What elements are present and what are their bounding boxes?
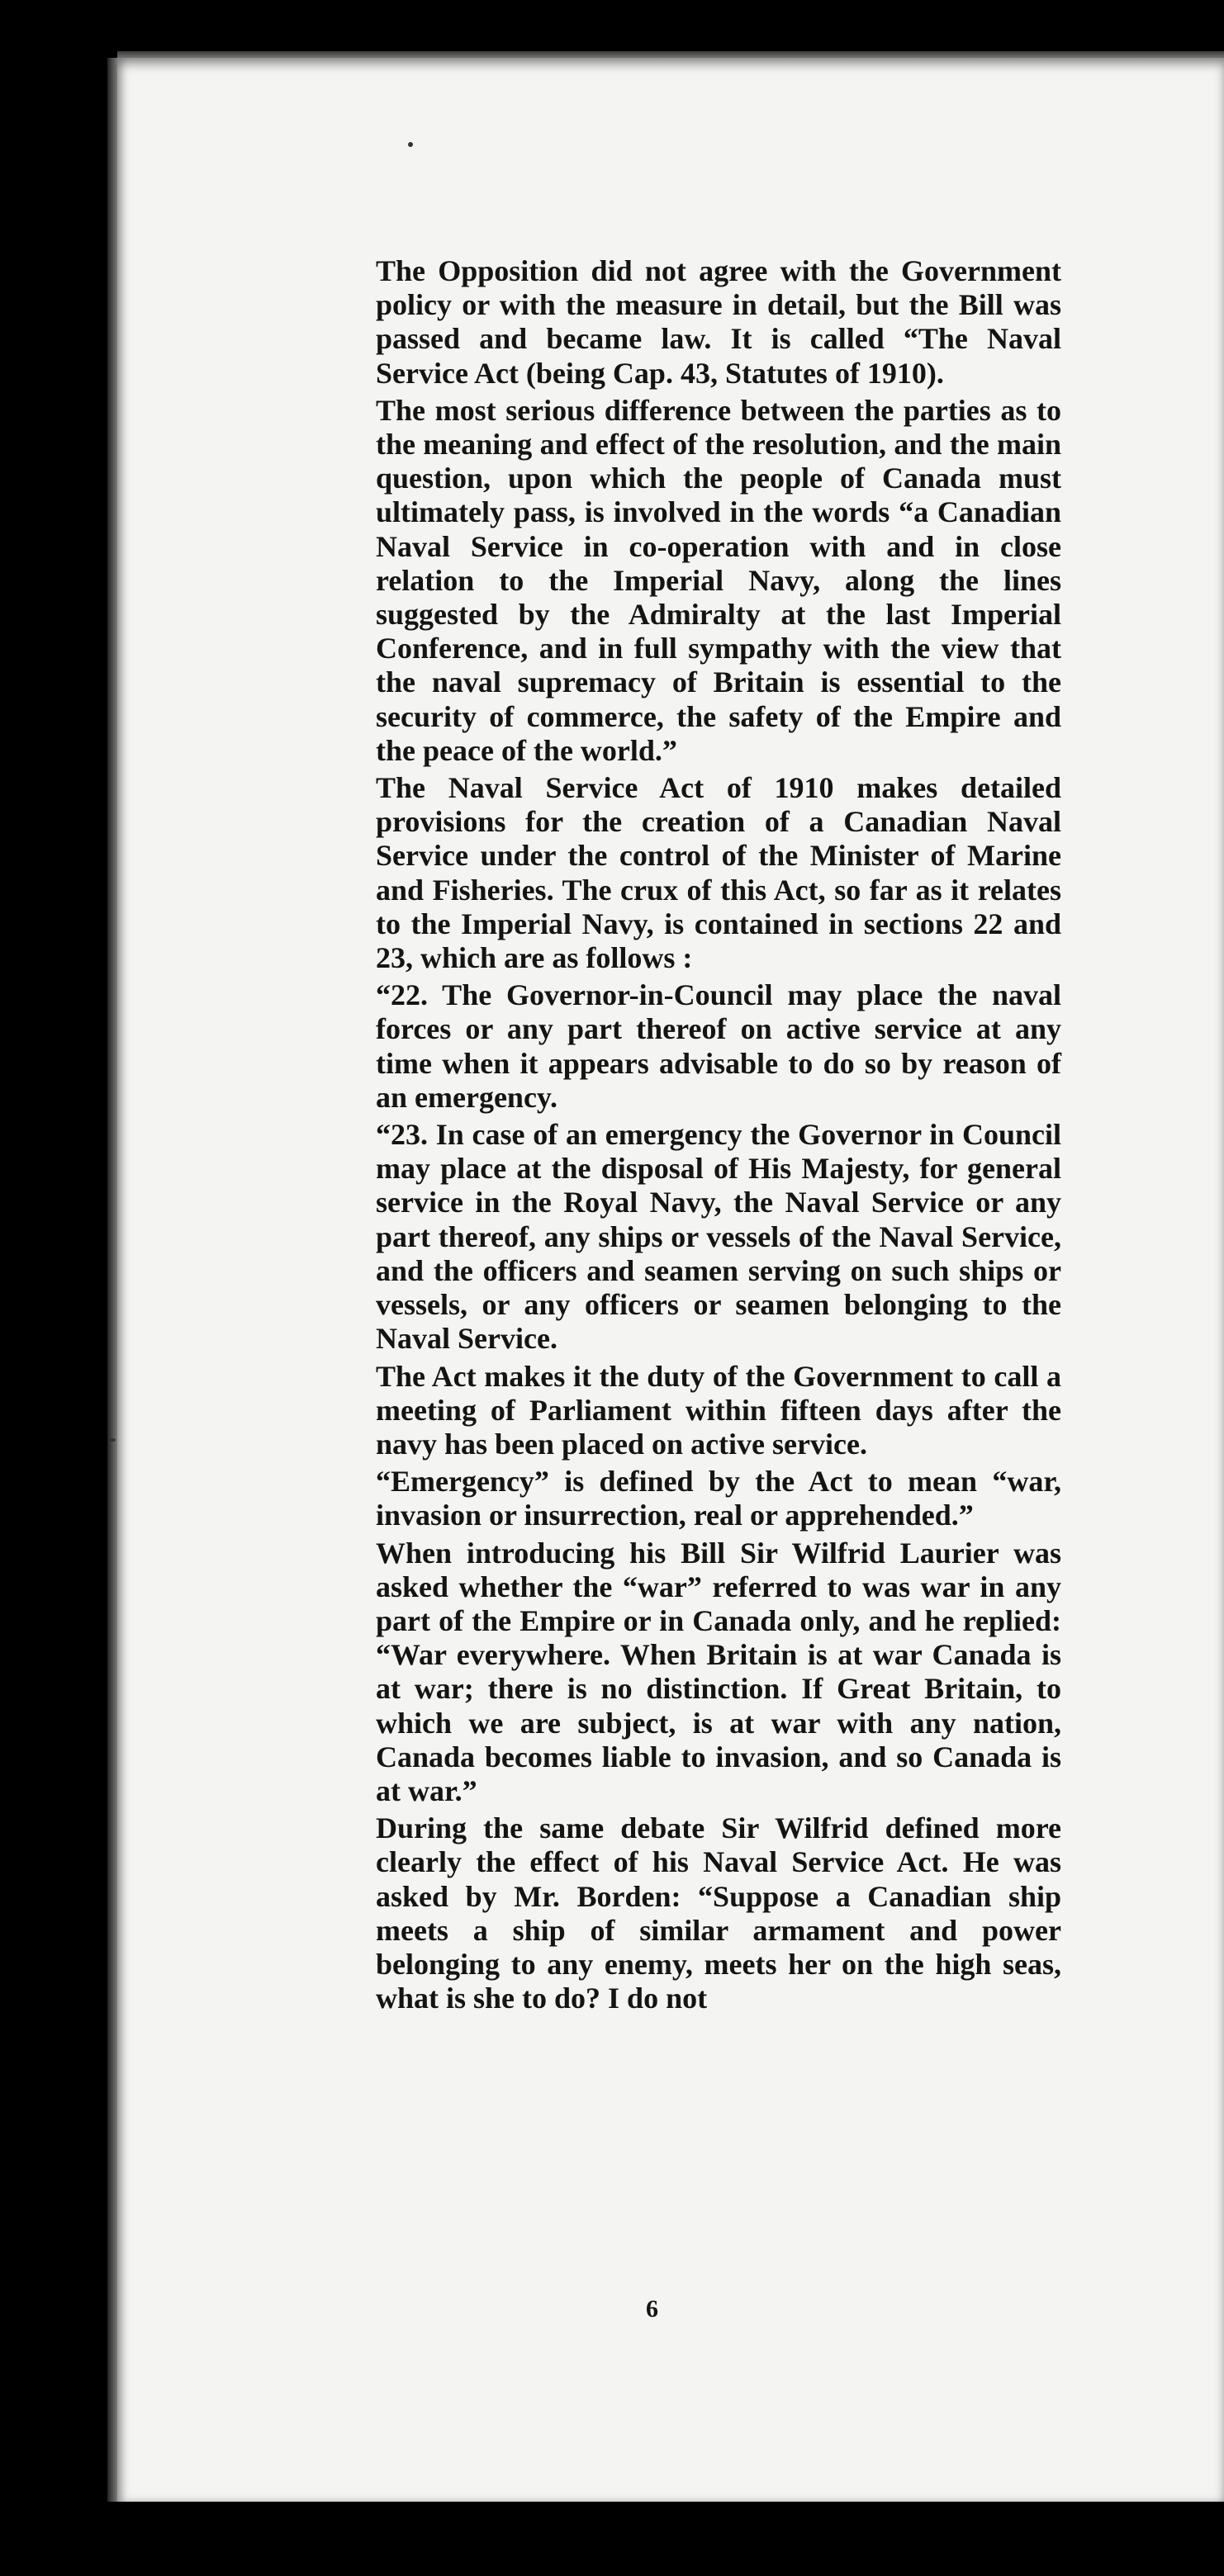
paragraph-opposition: The Opposition did not agree with the Government policy or with the measure in detail, but the Bill was passed and became law. It is called “The Naval Service Act (being Cap. 43, Statutes of 1910). — [376, 254, 1061, 390]
document-body — [376, 254, 1061, 2019]
paragraph-same-debate: During the same debate Sir Wilfrid defined more clearly the effect of his Naval Service Act. He was asked by Mr. Borden: “Suppose a Canadian ship meets a ship of similar armament and power belonging to any enemy, meets her on the high seas, what is she to do? I do not — [376, 1811, 1061, 2015]
paragraph-naval-service-act: The Naval Service Act of 1910 makes detailed provisions for the creation of a Canadian Naval Service under the control of the Minister of Marine and Fisheries. The crux of this Act, so far as it relates to the Imperial Navy, is contained in sections 22 and 23, which are as follows : — [376, 771, 1061, 975]
paragraph-laurier-reply: When introducing his Bill Sir Wilfrid Laurier was asked whether the “war” referred to was war in any part of the Empire or in Canada only, and he replied: “War everywhere. When Britain is at war Canada is at war; there is no distinction. If Great Britain, to which we are subject, is at war with any nation, Canada becomes liable to invasion, and so Canada is at war.” — [376, 1536, 1061, 1807]
paragraph-duty-of-government: The Act makes it the duty of the Government to call a meeting of Parliament within fifteen days after the navy has been placed on active service. — [376, 1359, 1061, 1461]
page-number: 6 — [646, 2295, 658, 2323]
paragraph-section-23: “23. In case of an emergency the Governor in Council may place at the disposal of His Majesty, for general service in the Royal Navy, the Naval Service or any part thereof, any ships or vessels of the Naval Service, and the officers and seamen serving on such ships or vessels, or any officers or seamen belonging to the Naval Service. — [376, 1118, 1061, 1356]
paragraph-section-22: “22. The Governor-in-Council may place the naval forces or any part thereof on active service at any time when it appears advisable to do so by reason of an emergency. — [376, 978, 1061, 1114]
scan-speck — [408, 142, 413, 147]
scan-speck — [109, 1438, 116, 1442]
paragraph-emergency-definition: “Emergency” is defined by the Act to mean “war, invasion or insurrection, real or apprehended.” — [376, 1465, 1061, 1532]
paragraph-serious-difference: The most serious difference between the parties as to the meaning and effect of the resolution, and the main question, upon which the people of Canada must ultimately pass, is involved in the words “a Canadian Naval Service in co-operation with and in close relation to the Imperial Navy, along the lines suggested by the Admiralty at the last Imperial Conference, and in full sympathy with the view that the naval supremacy of Britain is essential to the security of commerce, the safety of the Empire and the peace of the world.” — [376, 393, 1061, 767]
